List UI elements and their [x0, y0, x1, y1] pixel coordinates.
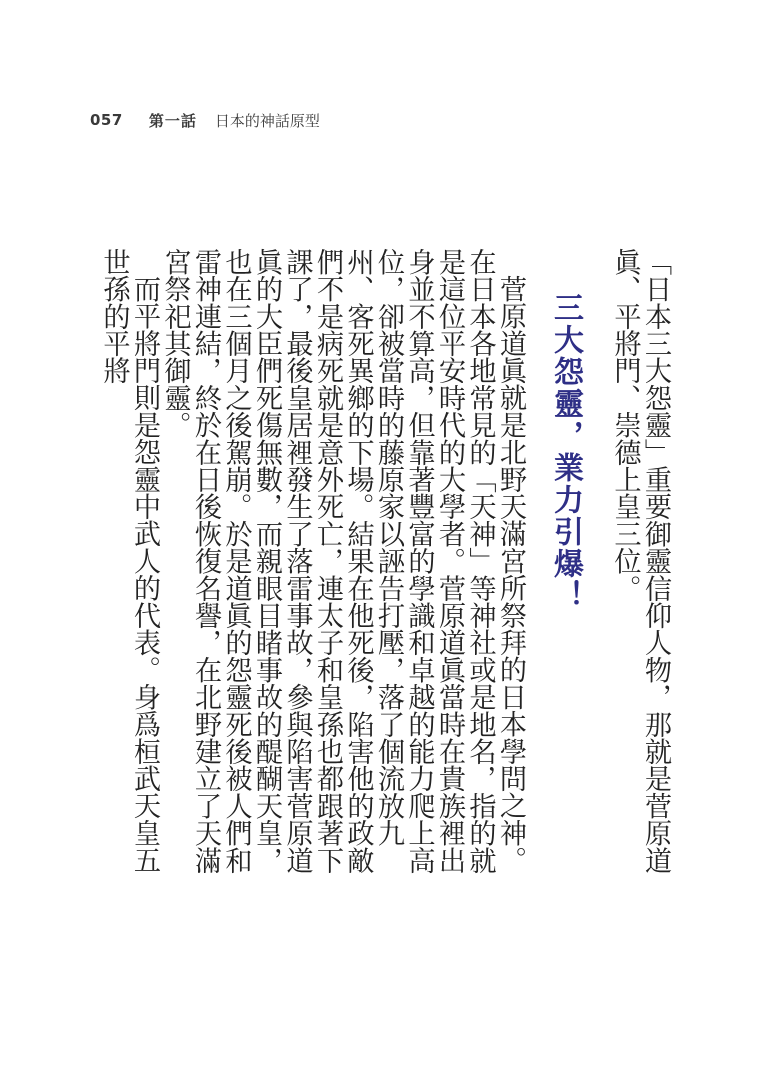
paragraph: 「日本三大怨靈」重要御靈信仰人物，那就是菅原道眞、平將門、崇德上皇三位。 — [609, 248, 671, 874]
paragraph: 菅原道眞就是北野天滿宮所祭拜的日本學問之神。在日本各地常見的「天神」等神社或是地名，指的就是這位平安時代的大學者。菅原道眞當時在貴族裡出身並不算高，但靠著豐富的學識和卓越的能力爬上高位，卻被當時的藤原家以誣告打壓，落了個流放九州、客死異鄉的下場。結果在他死後，陷害他的政敵們不是病死就是意外死亡，連太子和皇孫也都跟著下課了，最後皇居裡發生了落雷事故，參與陷害菅原道眞的大臣們死傷無數，而親眼目睹事故的醍醐天皇，也在三個月之後駕崩。於是道眞的怨靈死後被人們和雷神連結，終於在日後恢復名譽，在北野建立了天滿宮祭祀其御靈。 — [159, 248, 526, 874]
vertical-body-text — [98, 248, 670, 896]
running-header — [90, 108, 320, 132]
paragraph: 而平將門則是怨靈中武人的代表。身爲桓武天皇五世孫的平將 — [98, 248, 160, 874]
page-number: 057 — [90, 111, 123, 129]
section-heading: 三大怨靈，業力引爆！ — [548, 292, 583, 612]
chapter-title: 日本的神話原型 — [214, 111, 320, 130]
chapter-label: 第一話 — [148, 111, 197, 130]
